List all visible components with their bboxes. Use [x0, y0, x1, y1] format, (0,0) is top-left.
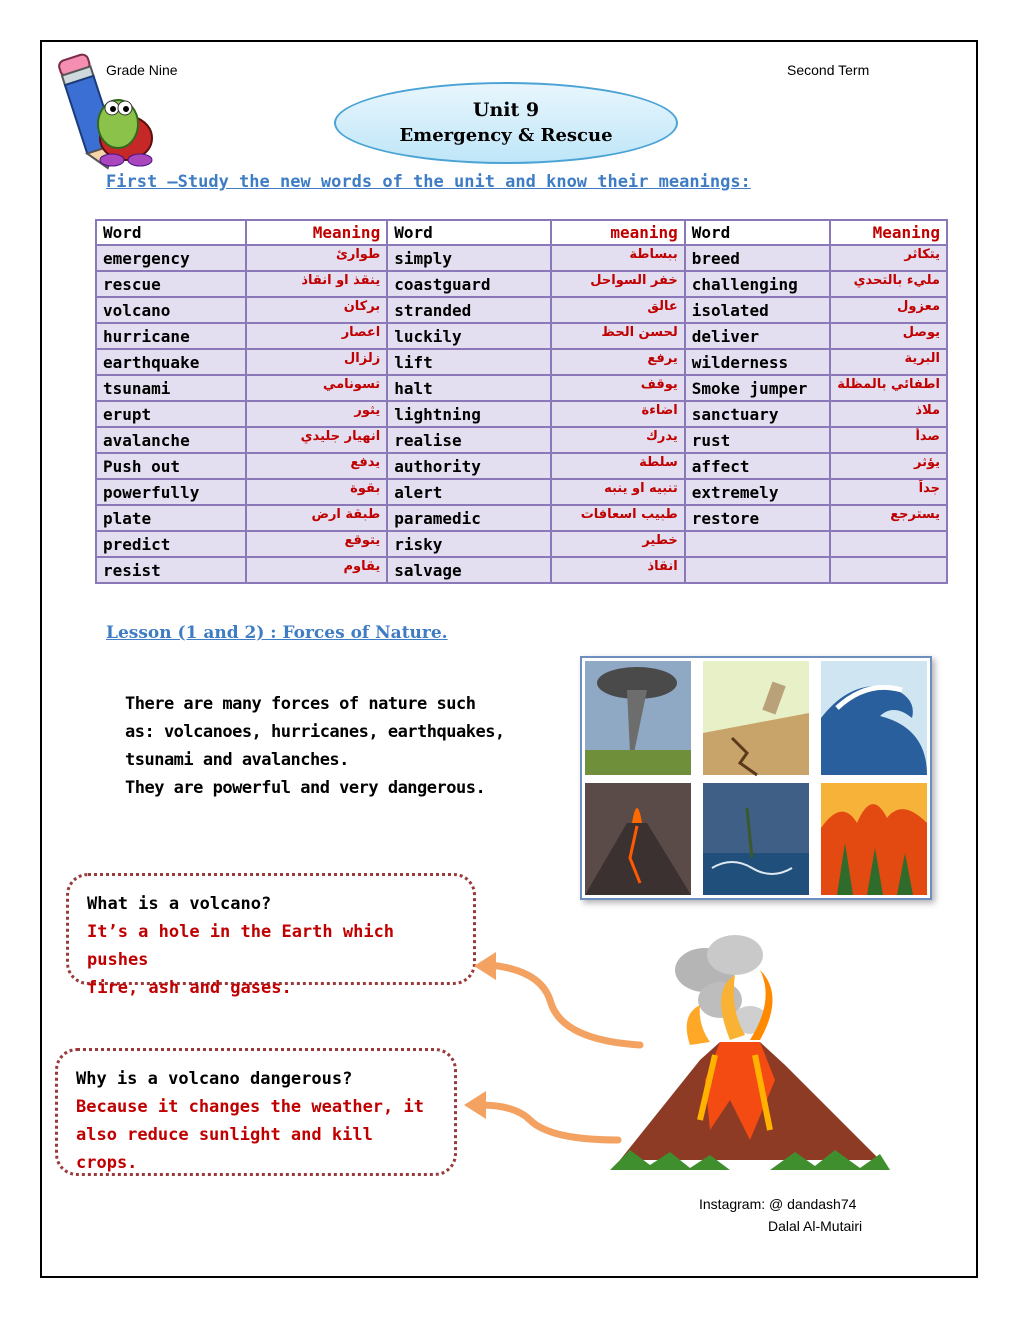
intro-line: There are many forces of nature such	[125, 694, 476, 714]
meaning-cell	[830, 531, 947, 557]
word-cell: coastguard	[387, 271, 550, 297]
word-cell: lightning	[387, 401, 550, 427]
volcano-illustration-icon	[610, 930, 890, 1170]
term-label: Second Term	[787, 62, 870, 78]
meaning-cell	[830, 557, 947, 583]
answer-text: fire, ash and gases.	[87, 978, 292, 998]
table-row	[96, 427, 947, 453]
table-row	[96, 505, 947, 531]
word-cell: salvage	[387, 557, 550, 583]
meaning-cell: سلطة	[551, 453, 685, 479]
table-row	[96, 375, 947, 401]
word-cell: realise	[387, 427, 550, 453]
meaning-cell: ببساطة	[551, 245, 685, 271]
meaning-cell: يوصل	[830, 323, 947, 349]
pencil-mascot-icon	[52, 40, 162, 170]
table-row	[96, 271, 947, 297]
word-cell: predict	[96, 531, 246, 557]
table-row	[96, 245, 947, 271]
header-word: Word	[96, 220, 246, 245]
header-meaning: meaning	[551, 220, 685, 245]
table-row	[96, 349, 947, 375]
word-cell: affect	[685, 453, 830, 479]
answer-text: also reduce sunlight and kill crops.	[76, 1125, 373, 1173]
author-name: Dalal Al-Mutairi	[768, 1218, 863, 1234]
disaster-photo-grid	[580, 656, 932, 900]
meaning-cell: يثور	[246, 401, 387, 427]
word-cell: challenging	[685, 271, 830, 297]
meaning-cell: لحسن الحظ	[551, 323, 685, 349]
volcano-danger-box	[55, 1048, 457, 1176]
word-cell: tsunami	[96, 375, 246, 401]
word-cell	[685, 531, 830, 557]
word-cell: resist	[96, 557, 246, 583]
question-text: What is a volcano?	[87, 894, 272, 914]
word-cell: simply	[387, 245, 550, 271]
meaning-cell: اطفائي بالمظلة	[830, 375, 947, 401]
lesson-heading: Lesson (1 and 2) : Forces of Nature.	[106, 623, 448, 643]
meaning-cell: يسترجع	[830, 505, 947, 531]
meaning-cell: يدرك	[551, 427, 685, 453]
meaning-cell: اعصار	[246, 323, 387, 349]
word-cell: authority	[387, 453, 550, 479]
wildfire-image	[821, 783, 927, 895]
meaning-cell: تنبيه او ينبه	[551, 479, 685, 505]
volcano-definition-box	[66, 873, 476, 998]
instagram-handle: Instagram: @ dandash74	[699, 1196, 857, 1212]
table-row	[96, 479, 947, 505]
answer-text: It’s a hole in the Earth which pushes	[87, 922, 395, 970]
table-row	[96, 401, 947, 427]
word-cell	[685, 557, 830, 583]
header-meaning: Meaning	[830, 220, 947, 245]
meaning-cell: ملاذ	[830, 401, 947, 427]
word-cell: paramedic	[387, 505, 550, 531]
meaning-cell: بقوة	[246, 479, 387, 505]
word-cell: halt	[387, 375, 550, 401]
word-cell: risky	[387, 531, 550, 557]
unit-title-oval	[334, 82, 678, 164]
word-cell: plate	[96, 505, 246, 531]
word-cell: rescue	[96, 271, 246, 297]
word-cell: erupt	[96, 401, 246, 427]
meaning-cell: انقاذ	[551, 557, 685, 583]
meaning-cell: طوارئ	[246, 245, 387, 271]
word-cell: stranded	[387, 297, 550, 323]
meaning-cell: جداً	[830, 479, 947, 505]
question-text: Why is a volcano dangerous?	[76, 1069, 353, 1089]
eruption-image	[585, 783, 691, 895]
table-row	[96, 297, 947, 323]
word-cell: hurricane	[96, 323, 246, 349]
header-word: Word	[685, 220, 830, 245]
table-row	[96, 557, 947, 583]
grade-label: Grade Nine	[106, 62, 178, 78]
vocabulary-table	[95, 219, 948, 584]
hurricane-image	[703, 783, 809, 895]
word-cell: Smoke jumper	[685, 375, 830, 401]
word-cell: wilderness	[685, 349, 830, 375]
meaning-cell: مليء بالتحدي	[830, 271, 947, 297]
meaning-cell: صدأ	[830, 427, 947, 453]
table-row	[96, 323, 947, 349]
meaning-cell: البرية	[830, 349, 947, 375]
word-cell: luckily	[387, 323, 550, 349]
meaning-cell: يؤثر	[830, 453, 947, 479]
meaning-cell: يرفع	[551, 349, 685, 375]
intro-line: as: volcanoes, hurricanes, earthquakes,	[125, 722, 505, 742]
word-cell: rust	[685, 427, 830, 453]
meaning-cell: طبقة ارض	[246, 505, 387, 531]
section-heading: First –Study the new words of the unit and know their meanings:	[106, 172, 751, 192]
intro-line: tsunami and avalanches.	[125, 750, 349, 770]
header-word: Word	[387, 220, 550, 245]
meaning-cell: زلزال	[246, 349, 387, 375]
answer-text: Because it changes the weather, it	[76, 1097, 424, 1117]
word-cell: powerfully	[96, 479, 246, 505]
meaning-cell: ينقذ او انقاذ	[246, 271, 387, 297]
word-cell: restore	[685, 505, 830, 531]
meaning-cell: خطير	[551, 531, 685, 557]
meaning-cell: يدفع	[246, 453, 387, 479]
word-cell: earthquake	[96, 349, 246, 375]
meaning-cell: يوقف	[551, 375, 685, 401]
meaning-cell: بركان	[246, 297, 387, 323]
table-row	[96, 453, 947, 479]
word-cell: isolated	[685, 297, 830, 323]
word-cell: volcano	[96, 297, 246, 323]
word-cell: deliver	[685, 323, 830, 349]
word-cell: lift	[387, 349, 550, 375]
meaning-cell: معزول	[830, 297, 947, 323]
table-row	[96, 531, 947, 557]
meaning-cell: خفر السواحل	[551, 271, 685, 297]
table-header-row	[96, 220, 947, 245]
word-cell: alert	[387, 479, 550, 505]
header-meaning: Meaning	[246, 220, 387, 245]
word-cell: extremely	[685, 479, 830, 505]
earthquake-image	[703, 661, 809, 775]
meaning-cell: يقاوم	[246, 557, 387, 583]
meaning-cell: يتوقع	[246, 531, 387, 557]
word-cell: breed	[685, 245, 830, 271]
word-cell: emergency	[96, 245, 246, 271]
meaning-cell: طبيب اسعافات	[551, 505, 685, 531]
tornado-image	[585, 661, 691, 775]
meaning-cell: عالق	[551, 297, 685, 323]
word-cell: avalanche	[96, 427, 246, 453]
intro-paragraph	[125, 690, 545, 802]
unit-number: Unit 9	[472, 99, 540, 121]
tsunami-image	[821, 661, 927, 775]
meaning-cell: اضاءة	[551, 401, 685, 427]
word-cell: sanctuary	[685, 401, 830, 427]
meaning-cell: تسونامي	[246, 375, 387, 401]
meaning-cell: انهيار جليدي	[246, 427, 387, 453]
word-cell: Push out	[96, 453, 246, 479]
unit-title: Emergency & Rescue	[399, 125, 613, 146]
meaning-cell: يتكاثر	[830, 245, 947, 271]
intro-line: They are powerful and very dangerous.	[125, 778, 486, 798]
